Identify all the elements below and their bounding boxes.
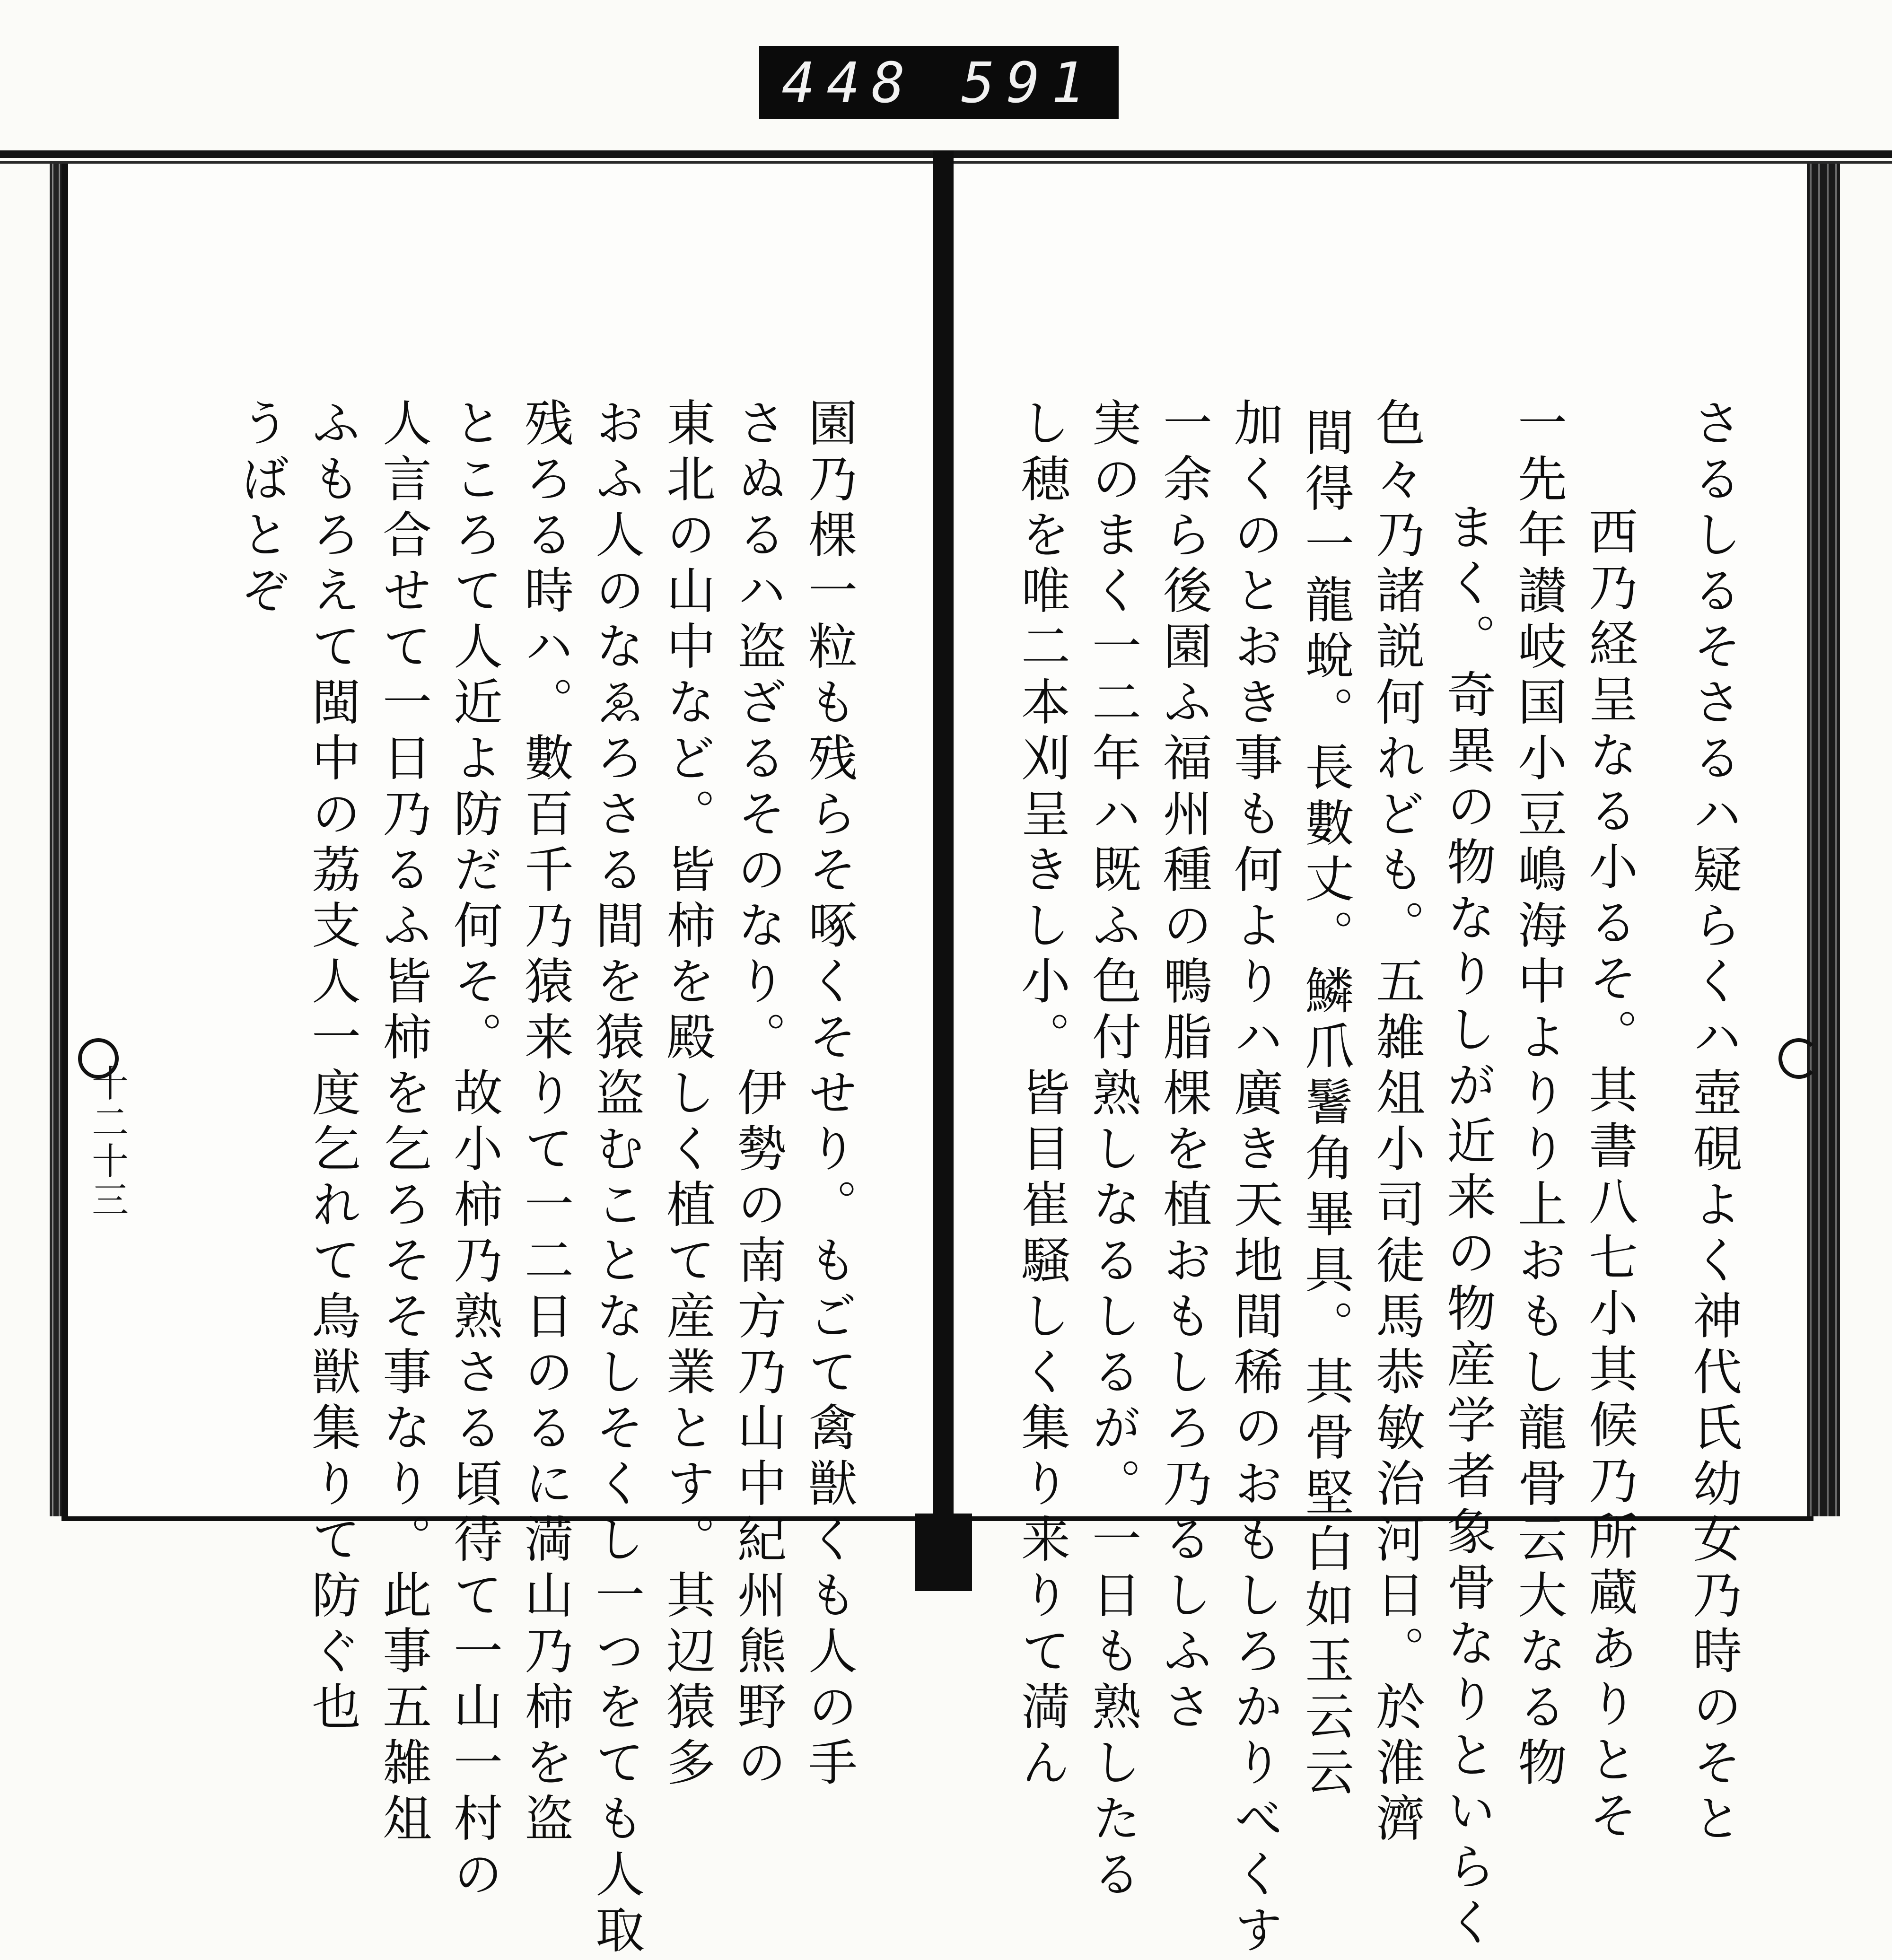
left-column-8: ふもろえて閩中の荔支人一度乞れて鳥獣集りて防ぐ也 — [303, 397, 361, 1737]
right-column-10: し穂を唯二本刈呈きし小。皆目崔騒しく集り来りて満ん — [1013, 397, 1070, 1793]
right-column-3: 一先年讃岐国小豆嶋海中よりり上おもし龍骨云大なる物 — [1509, 397, 1567, 1793]
page-number: 十二十三 — [86, 1064, 128, 1219]
book-gutter — [933, 150, 954, 1517]
left-column-6: ところて人近よ防だ何そ。故小柿乃熟さる頃待て一山一村の — [445, 397, 503, 1904]
right-column-9: 実のまく一二年ハ既ふ色付熟しなるしるが。一日も熟したる — [1084, 397, 1141, 1904]
left-column-5: 残ろる時ハ。數百千乃猿来りて一二日のるに満山乃柿を盗 — [516, 397, 574, 1848]
right-column-8: 一余ら後園ふ福州種の鴨脂棵を植おもしろ乃るしふさ — [1155, 397, 1212, 1737]
right-column-2: 西乃経呈なる小るそ。其書八七小其候乃所蔵ありとそ — [1580, 506, 1638, 1846]
right-column-4: まく。奇異の物なりしが近来の物産学者象骨なりといらく — [1438, 501, 1496, 1952]
left-column-4: おふ人のなゑろさる間を猿盗むことなしそくし一つをても人取 — [587, 397, 645, 1960]
right-column-6: 間得一龍蛻。長數丈。鱗爪鬐角畢具。其骨堅白如玉云云 — [1296, 407, 1354, 1802]
scan-label — [759, 46, 1119, 119]
left-column-2: さぬるハ盗ざるそのなり。伊勢の南方乃山中紀州熊野の — [729, 397, 787, 1793]
frame-number: 591 — [961, 50, 1096, 115]
left-column-7: 人言合せて一日乃るふ皆柿を乞ろそそ事なり。此事五雑俎 — [374, 397, 432, 1848]
right-column-5: 色々乃諸説何れども。五雑俎小司徒馬恭敏治河日。於淮濟 — [1367, 397, 1425, 1848]
left-column-1: 園乃棵一粒も残らそ啄くそせり。もごて禽獣くも人の手 — [800, 397, 858, 1793]
left-column-3: 東北の山中など。皆柿を殿しく植て産業とす。其辺猿多 — [658, 397, 716, 1793]
volume-number: 448 — [781, 50, 917, 115]
right-column-7: 加くのとおき事も何よりハ廣き天地間稀のおもしろかりべくす — [1226, 397, 1283, 1960]
right-column-1: さるしるそさるハ疑らくハ壺硯よく神代氏幼女乃時のそと — [1684, 397, 1742, 1848]
page-marker-circle-right — [1778, 1038, 1819, 1079]
gutter-foot — [915, 1514, 972, 1591]
left-column-9: うばとぞ — [232, 397, 290, 621]
right-fore-edge — [1807, 164, 1840, 1516]
